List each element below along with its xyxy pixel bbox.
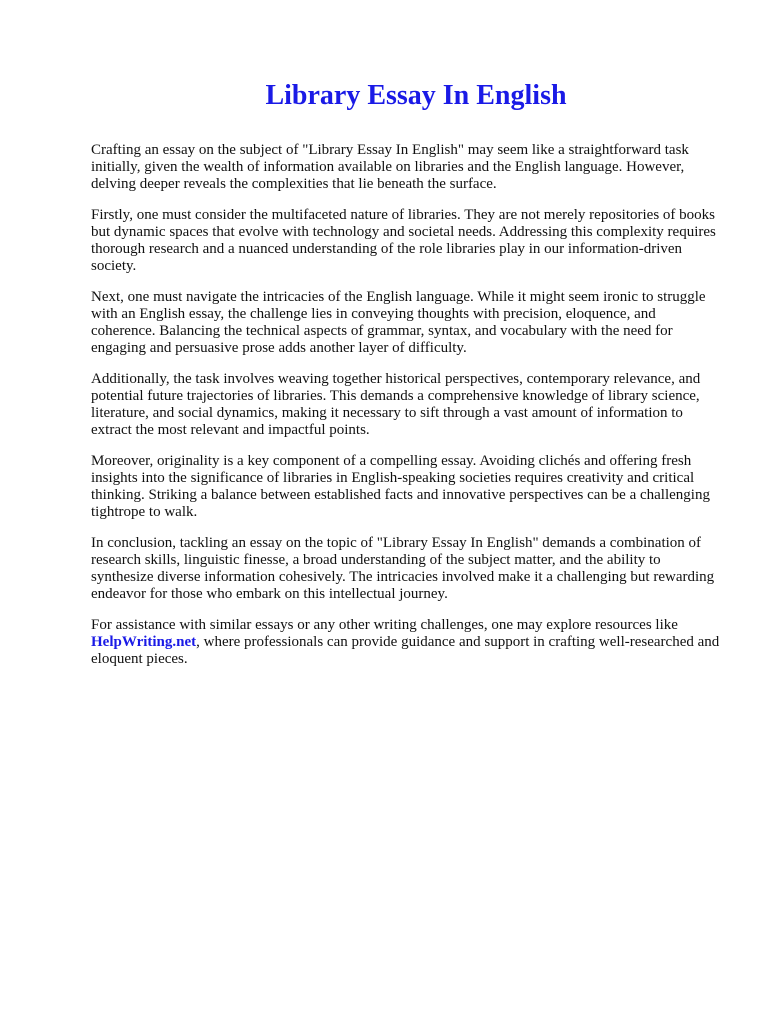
paragraph-intro: Crafting an essay on the subject of "Library Essay In English" may seem like a straightforward task initially, given the wealth of information available on libraries and the English language. However, delving deeper reveals the complexities that lie beneath the surface. (91, 142, 689, 192)
document-page (91, 78, 723, 682)
paragraph-closing (91, 617, 723, 668)
paragraph-perspectives: Additionally, the task involves weaving together historical perspectives, contemporary relevance, and potential future trajectories of libraries. This demands a comprehensive knowledge of library science, literature, and social dynamics, making it necessary to sift through a vast amount of information to extract the most relevant and impactful points. (91, 371, 701, 438)
document-title: Library Essay In English (265, 80, 567, 111)
helpwriting-link[interactable]: HelpWriting.net (91, 634, 197, 650)
paragraph-conclusion: In conclusion, tackling an essay on the topic of "Library Essay In English" demands a combination of research skills, linguistic finesse, a broad understanding of the subject matter, and the ability to synthesize diverse information cohesively. The intricacies involved make it a challenging but rewarding endeavor for those who embark on this intellectual journey. (91, 535, 715, 602)
closing-text-before: For assistance with similar essays or any other writing challenges, one may explore resources like (91, 617, 678, 633)
paragraph-language: Next, one must navigate the intricacies of the English language. While it might seem ironic to struggle with an English essay, the challenge lies in conveying thoughts with precision, eloquence, and coherence. Balancing the technical aspects of grammar, syntax, and vocabulary with the need for engaging and persuasive prose adds another layer of difficulty. (91, 289, 706, 356)
paragraph-libraries: Firstly, one must consider the multifaceted nature of libraries. They are not merely repositories of books but dynamic spaces that evolve with technology and societal needs. Addressing this complexity requires thorough research and a nuanced understanding of the role libraries play in our information-driven society. (91, 207, 716, 274)
paragraph-originality: Moreover, originality is a key component of a compelling essay. Avoiding clichés and offering fresh insights into the significance of libraries in English-speaking societies requires creativity and critical thinking. Striking a balance between established facts and innovative perspectives can be a challenging tightrope to walk. (91, 453, 710, 520)
closing-text-after: , where professionals can provide guidance and support in crafting well-researched and eloquent pieces. (91, 634, 720, 667)
